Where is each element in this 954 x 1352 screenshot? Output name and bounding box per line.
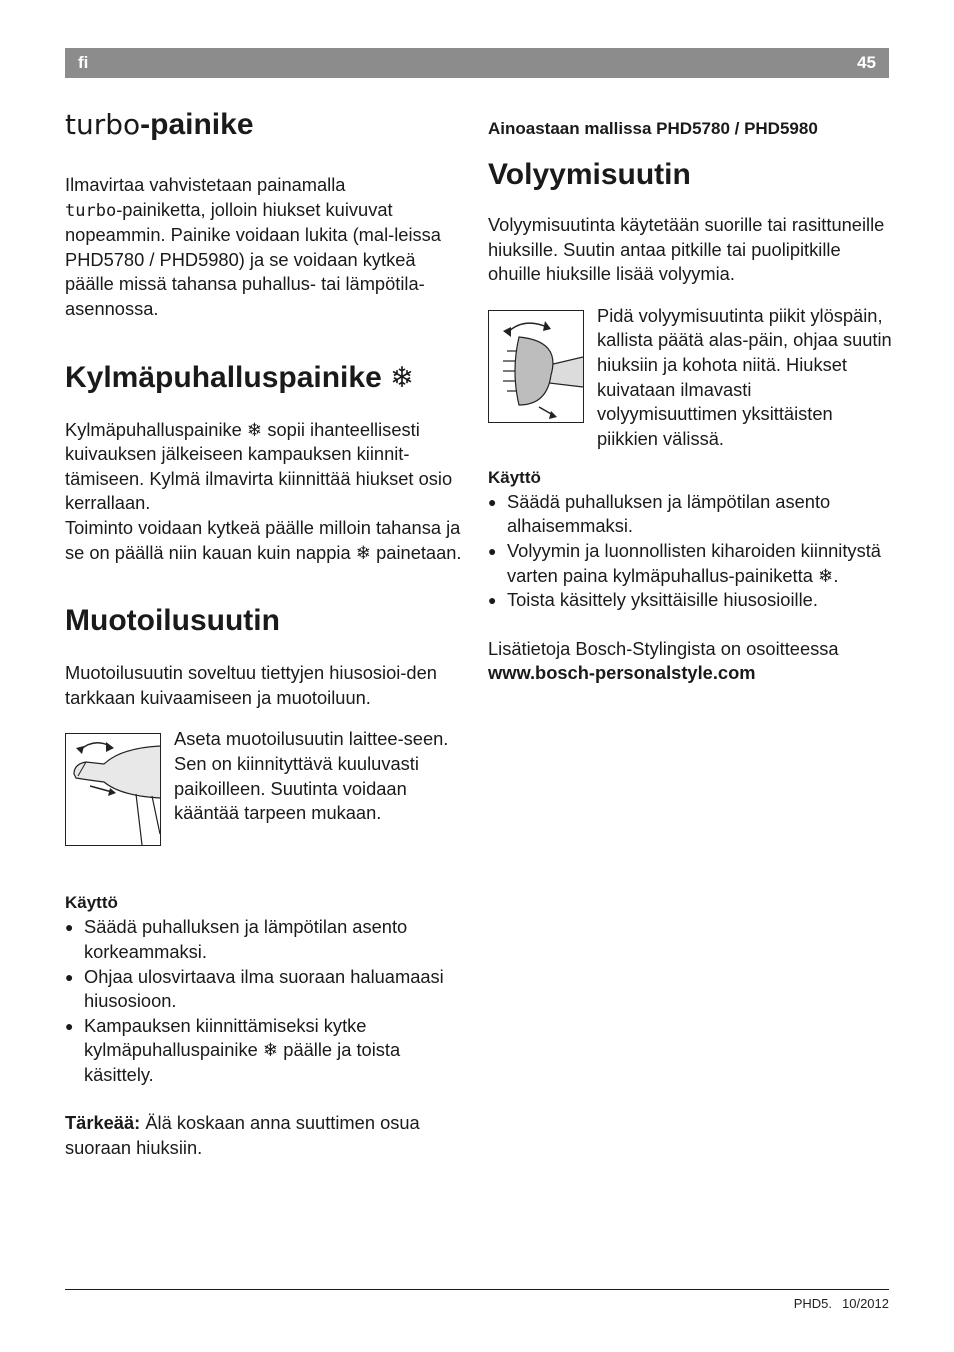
footer-date: 10/2012 [842, 1296, 889, 1311]
list-item: ● Toista käsittely yksittäisille hiusosioille. [488, 588, 888, 613]
list-item: ● Säädä puhalluksen ja lämpötilan asento korkeammaksi. [65, 915, 465, 964]
turbo-paragraph-start: Ilmavirtaa vahvistetaan painamalla [65, 174, 346, 195]
hair-dryer-concentrator-icon [66, 734, 160, 845]
turbo-title [65, 107, 465, 143]
list-item: ● Säädä puhalluksen ja lämpötilan asento alhaisemmaksi. [488, 490, 888, 539]
styling-figure-block [65, 727, 465, 877]
volume-item2-start: Volyymin ja luonnollisten kiharoiden kiinnitystä varten paina kylmäpuhallus-painiketta [507, 539, 881, 586]
important-text: Älä koskaan anna suuttimen osua suoraan hiuksiin. [65, 1112, 420, 1159]
cold-shot-title-text: Kylmäpuhalluspainike [65, 360, 382, 394]
page-number: 45 [857, 53, 876, 72]
more-info-text: Lisätietoja Bosch-Stylingista on osoitteessa [488, 637, 839, 659]
cold-shot-title [65, 360, 465, 396]
turbo-paragraph-end: -painiketta, jolloin hiukset kuivuvat nopeammin. Painike voidaan lukita (mal-leissa PHD5780 / PHD5980) ja se voidaan kytkeä päälle missä tahansa puhallus- tai lämpötila-asennossa. [65, 198, 441, 319]
cold-p1-start: Kylmäpuhalluspainike [65, 418, 242, 440]
volume-intro: Volyymisuutinta käytetään suorille tai rasittuneille hiuksille. Suutin antaa pitkille tai puolipitkille ohuille hiuksille lisää volyymia. [488, 214, 885, 285]
footer-model: PHD5. [793, 1296, 832, 1311]
volume-figure-block [488, 304, 892, 456]
important-note [65, 1111, 465, 1160]
styling-intro: Muotoilusuutin soveltuu tiettyjen hiusosioi-den tarkkaan kuivaamiseen ja muotoiluun. [65, 662, 437, 708]
right-column [488, 100, 892, 686]
cold-p2-end: painetaan. [376, 541, 462, 563]
diffuser-nozzle-icon [489, 311, 583, 422]
styling-usage-title: Käyttö [65, 893, 118, 913]
volume-figure-text: Pidä volyymisuutinta piikit ylöspäin, kallista päätä alas-päin, ohjaa suutin hiuksiin ja kohota niitä. Hiukset kuivataan ilmavasti volyymisuuttimen yksittäisten piikkien välissä. [597, 304, 892, 449]
snowflake-icon: ❄ [246, 418, 263, 440]
important-label: Tärkeää: [65, 1112, 141, 1134]
styling-item3-end: päälle ja toista käsittely. [84, 1039, 401, 1085]
cold-shot-paragraph-2 [65, 516, 465, 565]
footer [794, 1296, 889, 1311]
snowflake-icon: ❄ [262, 1039, 279, 1061]
volume-nozzle-title: Volyymisuutin [488, 158, 691, 191]
snowflake-icon: ❄ [817, 564, 834, 586]
turbo-word: turbo [65, 108, 141, 141]
volume-usage-list [488, 490, 888, 613]
volume-item2-end: . [833, 564, 839, 586]
styling-nozzle-title: Muotoilusuutin [65, 604, 280, 638]
styling-item3-start: Kampauksen kiinnittämiseksi kytke kylmäpuhalluspainike [84, 1014, 367, 1061]
page-header-bar [65, 48, 889, 78]
volume-nozzle-illustration [488, 310, 584, 423]
list-item [65, 1014, 465, 1088]
snowflake-icon: ❄ [355, 541, 372, 563]
list-item [488, 539, 888, 588]
model-note: Ainoastaan mallissa PHD5780 / PHD5980 [488, 119, 818, 138]
styling-figure-text: Aseta muotoilusuutin laittee-seen. Sen on kiinnityttävä kuuluvasti paikoilleen. Suutinta voidaan kääntää tarpeen mukaan. [174, 728, 449, 824]
styling-nozzle-illustration [65, 733, 161, 846]
cold-shot-paragraph-1 [65, 418, 465, 516]
cold-p1-end: sopii ihanteellisesti kuivauksen jälkeiseen kampauksen kiinnit-tämiseen. Kylmä ilmavirta kiinnittää hiukset osio kerrallaan. [65, 418, 453, 514]
language-code: fi [78, 53, 89, 72]
turbo-paragraph [65, 173, 465, 322]
volume-usage-title: Käyttö [488, 467, 541, 487]
snowflake-icon: ❄ [390, 361, 414, 394]
turbo-title-rest: -painike [140, 108, 254, 141]
website-link[interactable]: www.bosch-personalstyle.com [488, 662, 756, 684]
list-item: ● Ohjaa ulosvirtaava ilma suoraan haluamaasi hiusosioon. [65, 965, 465, 1014]
footer-divider [65, 1289, 889, 1290]
styling-usage-list [65, 915, 465, 1087]
left-column [65, 100, 465, 1161]
cold-p2-start: Toiminto voidaan kytkeä päälle milloin tahansa ja se on päällä niin kauan kuin nappia [65, 516, 461, 563]
turbo-inline-word: turbo [65, 200, 117, 221]
